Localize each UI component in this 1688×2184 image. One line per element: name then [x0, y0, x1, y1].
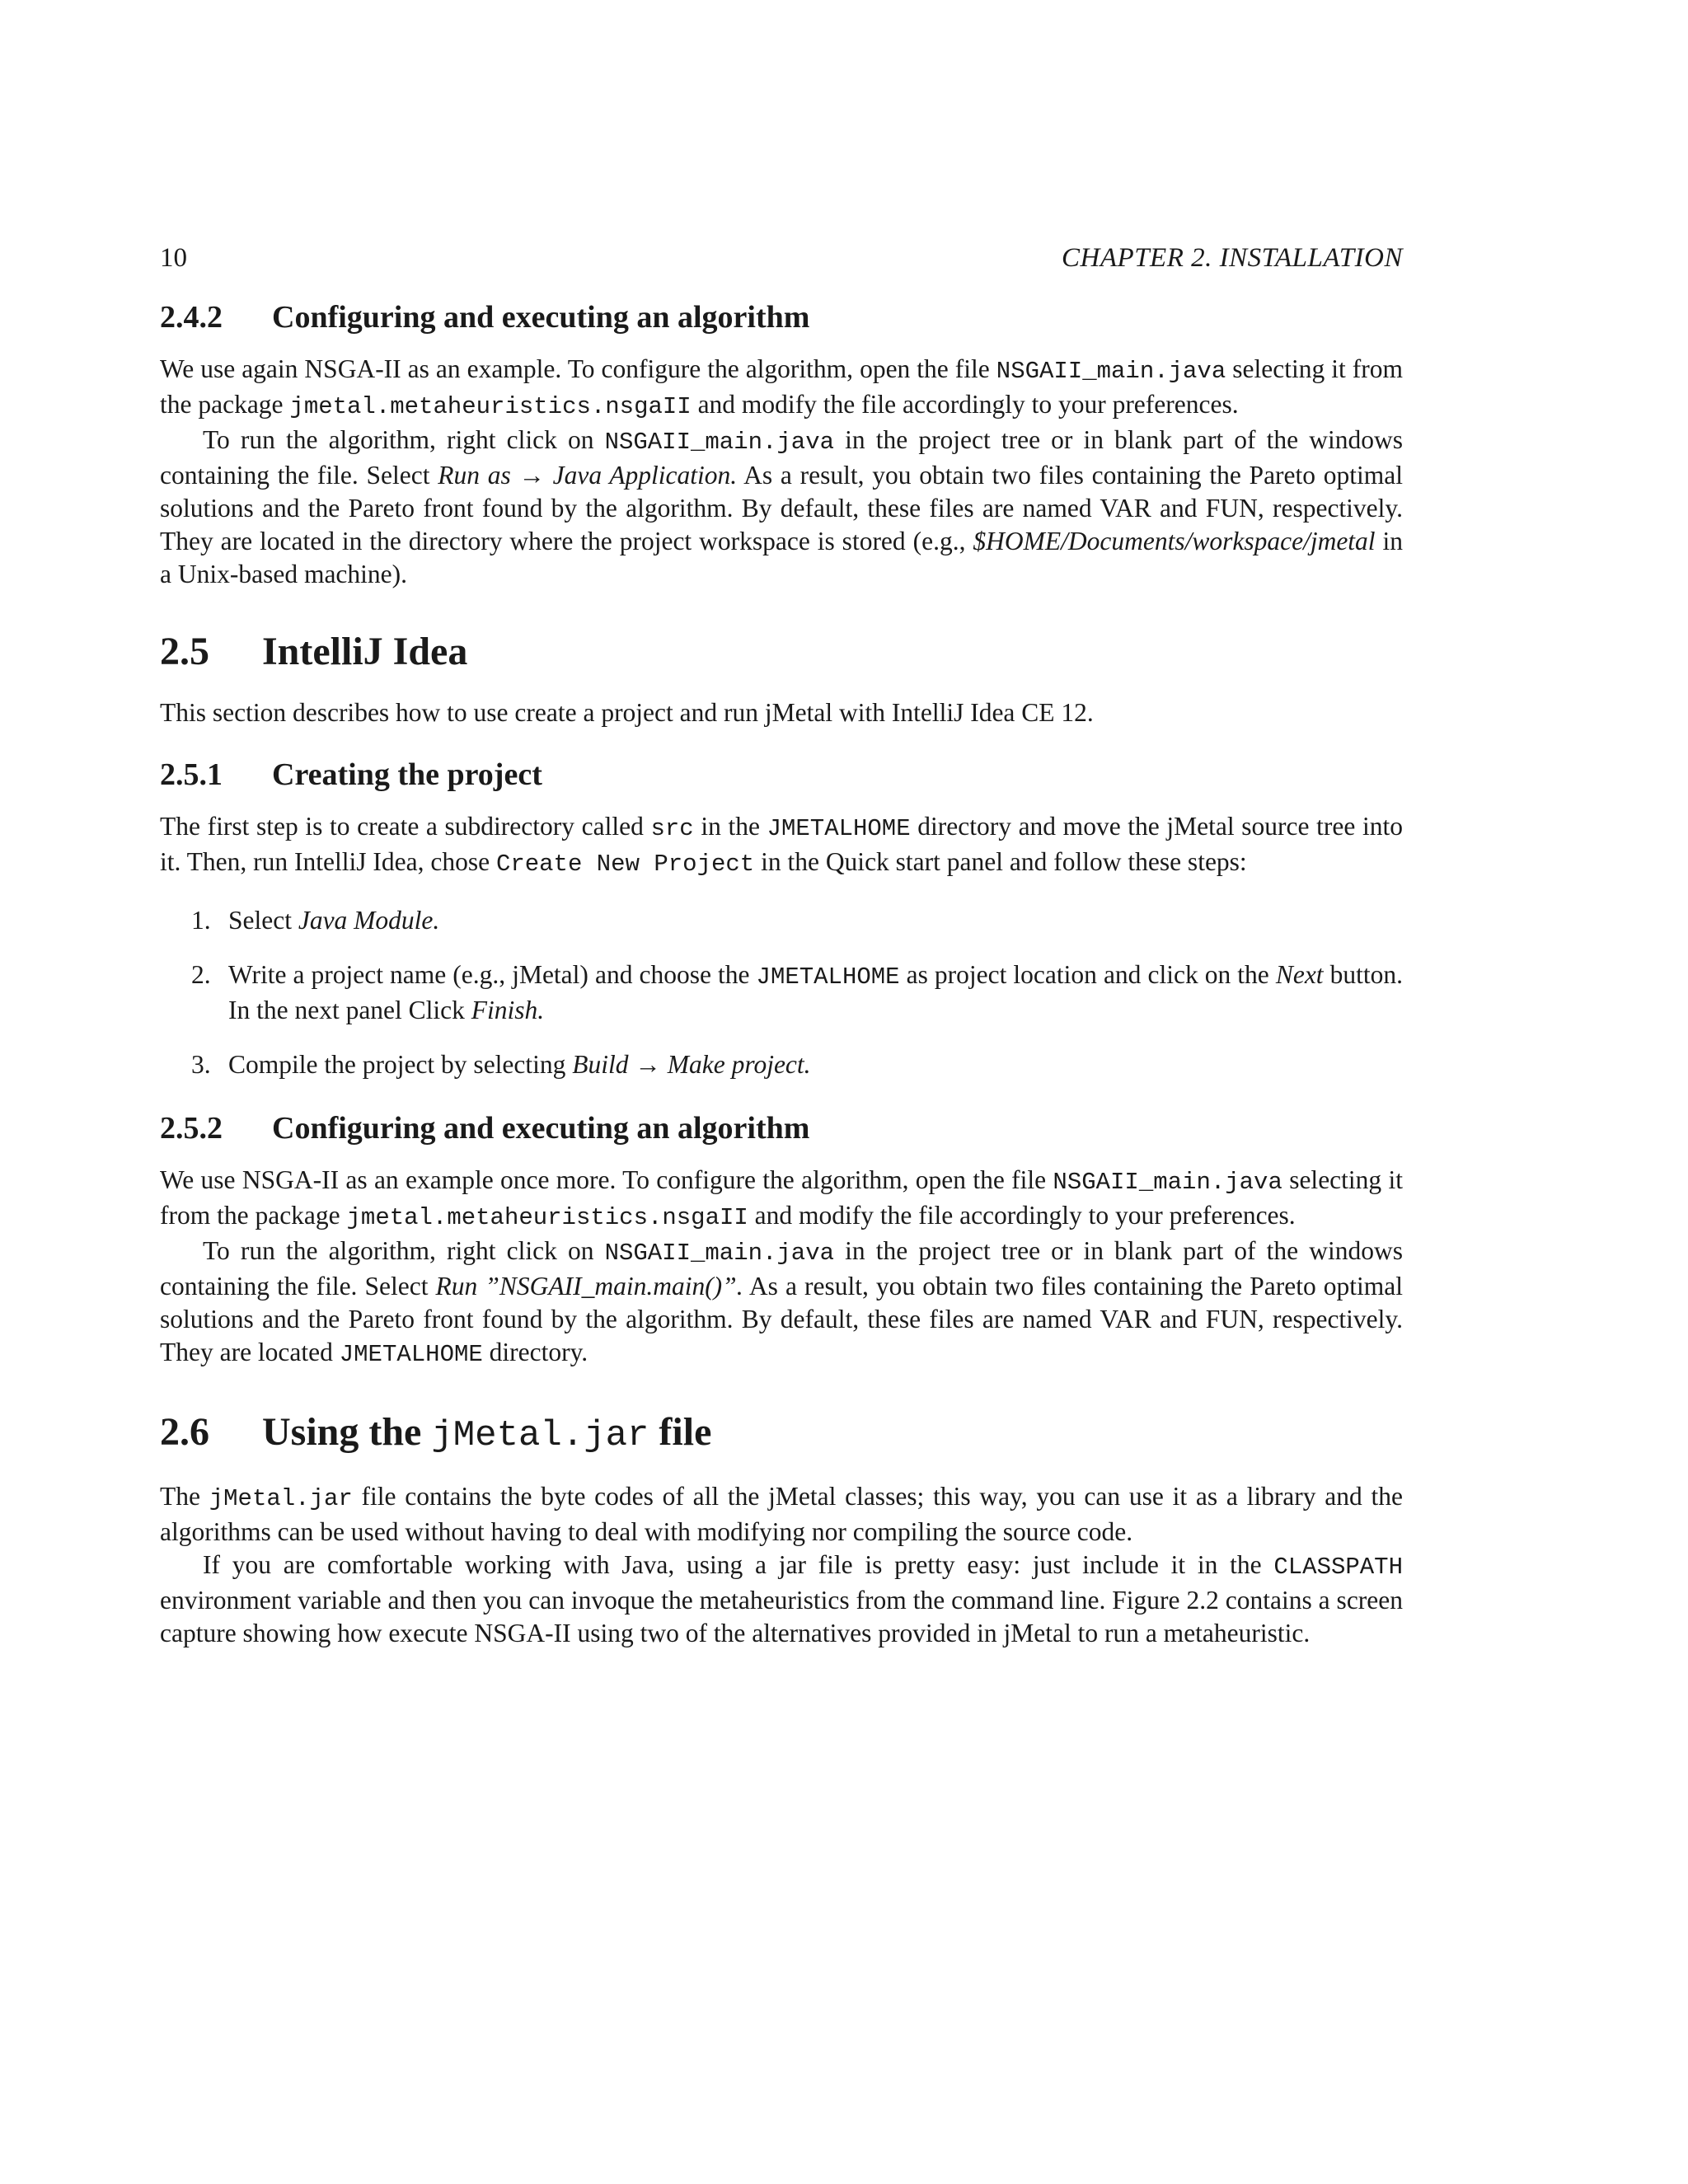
chapter-title: CHAPTER 2. INSTALLATION [1062, 243, 1403, 273]
list-marker: 1. [191, 906, 211, 935]
paragraph [160, 810, 1403, 881]
text: in a Unix-based machine). [160, 527, 1403, 588]
section-number: 2.5 [160, 630, 209, 673]
emphasis: Run as → Java Application. [438, 461, 738, 490]
steps-list [160, 904, 1403, 1081]
text: As a result, you obtain two files containing the Pareto optimal solutions and the Pareto front found by the algorithm. By default, these files are named VAR and FUN, respectively. They are located [160, 1272, 1403, 1366]
text: in the project tree or in blank part of the windows containing the file. Select [160, 1236, 1403, 1301]
text: and modify the file accordingly to your preferences. [748, 1201, 1296, 1230]
paragraph [160, 353, 1403, 424]
text: in the [693, 812, 767, 841]
running-header [160, 239, 1403, 277]
text: To run the algorithm, right click on [203, 425, 605, 454]
code: JMETALHOME [756, 963, 900, 991]
paragraph [160, 1480, 1403, 1549]
text: We use again NSGA-II as an example. To configure the algorithm, open the file [160, 354, 996, 383]
text: Write a project name (e.g., jMetal) and choose the [228, 960, 757, 989]
subsection-heading-2-5-1 [160, 754, 1403, 795]
section-title: Configuring and executing an algorithm [272, 1111, 810, 1146]
section-title: Using the [262, 1410, 432, 1454]
text: To run the algorithm, right click on [203, 1236, 605, 1265]
emphasis: Run ”NSGAII_main.main()”. [435, 1272, 743, 1301]
code: jmetal.metaheuristics.nsgaII [346, 1204, 748, 1231]
text: As a result, you obtain two files containing the Pareto optimal solutions and the Pareto front found by the algorithm. By default, these files are named VAR and FUN, respectively. They are located in the directory where the project workspace is stored (e.g., [160, 461, 1404, 555]
emphasis: Java Module. [298, 906, 440, 935]
list-item [160, 904, 1403, 937]
section-title: file [649, 1410, 712, 1454]
section-number: 2.6 [160, 1410, 209, 1454]
code: NSGAII_main.java [604, 429, 835, 456]
code: jmetal.metaheuristics.nsgaII [289, 393, 692, 420]
text: file contains the byte codes of all the jMetal classes; this way, you can use it as a library and the algorithms can be used without having to deal with modifying nor compiling the source code. [160, 1482, 1403, 1546]
paragraph [160, 424, 1403, 591]
subsection-heading-2-4-2 [160, 297, 1403, 338]
text: selecting it from the package [160, 1165, 1403, 1230]
code: CLASSPATH [1273, 1554, 1403, 1581]
section-number: 2.4.2 [160, 300, 223, 335]
list-item [160, 958, 1403, 1027]
text: button. In the next panel Click [228, 960, 1403, 1024]
list-marker: 2. [191, 960, 211, 989]
code: NSGAII_main.java [996, 358, 1226, 385]
text: directory. [482, 1338, 588, 1366]
section-heading-2-6 [160, 1408, 1403, 1460]
section-title: Creating the project [272, 757, 542, 792]
text: directory and move the jMetal source tree into it. Then, run IntelliJ Idea, chose [160, 812, 1403, 876]
section-title: IntelliJ Idea [262, 630, 468, 673]
text: Compile the project by selecting [228, 1050, 573, 1079]
section-heading-2-5 [160, 627, 1403, 677]
section-number: 2.5.1 [160, 757, 223, 792]
text: in the Quick start panel and follow these steps: [754, 847, 1247, 876]
code: Create New Project [495, 851, 755, 878]
page-number: 10 [160, 243, 187, 273]
code: NSGAII_main.java [604, 1240, 835, 1267]
text: and modify the file accordingly to your preferences. [691, 390, 1239, 419]
code: JMETALHOME [767, 815, 911, 842]
code: JMETALHOME [339, 1341, 483, 1368]
emphasis: Build → Make project. [572, 1050, 811, 1079]
section-title-code: jMetal.jar [431, 1415, 649, 1456]
emphasis: Next [1275, 960, 1324, 989]
text: Select [228, 906, 298, 935]
paragraph [160, 1235, 1403, 1371]
text: in the project tree or in blank part of the windows containing the file. Select [160, 425, 1403, 490]
subsection-heading-2-5-2 [160, 1108, 1403, 1149]
paragraph [160, 1164, 1403, 1235]
list-marker: 3. [191, 1050, 211, 1079]
emphasis: $HOME/Documents/workspace/jmetal [973, 527, 1376, 555]
emphasis: Finish. [471, 996, 545, 1024]
text: If you are comfortable working with Java, using a jar file is pretty easy: just include it in the [203, 1550, 1274, 1579]
section-number: 2.5.2 [160, 1111, 223, 1146]
text: environment variable and then you can invoque the metaheuristics from the command line. Figure 2.2 contains a screen capture showing how execute NSGA-II using two of the alternatives provided in jMetal to run a metaheuristic. [160, 1586, 1403, 1647]
section-title: Configuring and executing an algorithm [272, 300, 810, 335]
text: selecting it from the package [160, 354, 1403, 419]
text: We use NSGA-II as an example once more. To configure the algorithm, open the file [160, 1165, 1053, 1194]
text: The [160, 1482, 209, 1511]
paragraph: This section describes how to use create a project and run jMetal with IntelliJ Idea CE 12. [160, 698, 1094, 727]
page [160, 239, 1403, 1650]
list-item [160, 1048, 1403, 1081]
code: src [650, 815, 694, 842]
paragraph [160, 1549, 1403, 1650]
text: as project location and click on the [899, 960, 1276, 989]
text: The first step is to create a subdirectory called [160, 812, 651, 841]
code: jMetal.jar [209, 1485, 353, 1512]
code: NSGAII_main.java [1053, 1169, 1282, 1196]
